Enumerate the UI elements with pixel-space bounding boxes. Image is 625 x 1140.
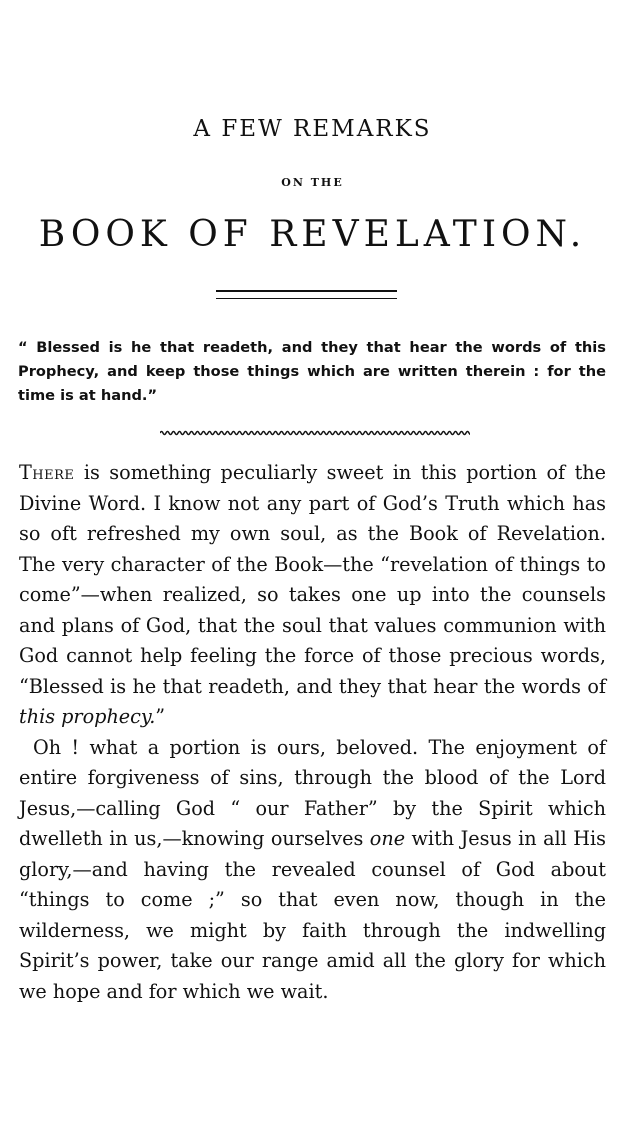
paragraph-2-text: Oh ! what a portion is ours, beloved. The enjoyment of entire forgiveness of sins, through the blood of the Lord Jesus,—calling God “ our Father” by the Spirit which dwelleth in us,—knowing ourselves <box>19 735 606 850</box>
paragraph-2 <box>19 733 606 1008</box>
wavy-line-divider <box>160 428 470 438</box>
paragraph-1-lead-word: There <box>19 461 75 484</box>
epigraph-quote: “ Blessed is he that readeth, and they that hear the words of this Prophecy, and keep those things which are written therein : for the time is at hand.” <box>18 339 606 404</box>
paragraph-1-text: is something peculiarly sweet in this portion of the Divine Word. I know not any part of God’s Truth which has so oft refreshed my own soul, as the Book of Revelation. The very character of the Book—the “revelation of things to come”—when realized, so takes one up into the counsels and plans of God, that the soul that values communion with God cannot help feeling the force of those precious words, “Blessed is he that readeth, and they that hear the words of <box>19 461 606 698</box>
paragraph-1-italic: this prophecy. <box>19 705 156 728</box>
paragraph-2-text-end: with Jesus in all His glory,—and having the revealed counsel of God about “things to come ;” so that even now, though in the wilderness, we might by faith through the indwelling Spirit’s power, take our range amid all the glory for which we hope and for which we wait. <box>19 827 606 1003</box>
paragraph-2-italic: one <box>369 827 406 850</box>
paragraph-1 <box>19 458 606 733</box>
title-a-few-remarks: A FEW REMARKS <box>193 116 432 142</box>
paragraph-1-end: ” <box>155 705 166 728</box>
body-text <box>19 458 606 1007</box>
title-on-the: ON THE <box>281 176 344 189</box>
title-book-of-revelation: BOOK OF REVELATION. <box>38 214 587 255</box>
double-rule-divider <box>216 290 397 299</box>
